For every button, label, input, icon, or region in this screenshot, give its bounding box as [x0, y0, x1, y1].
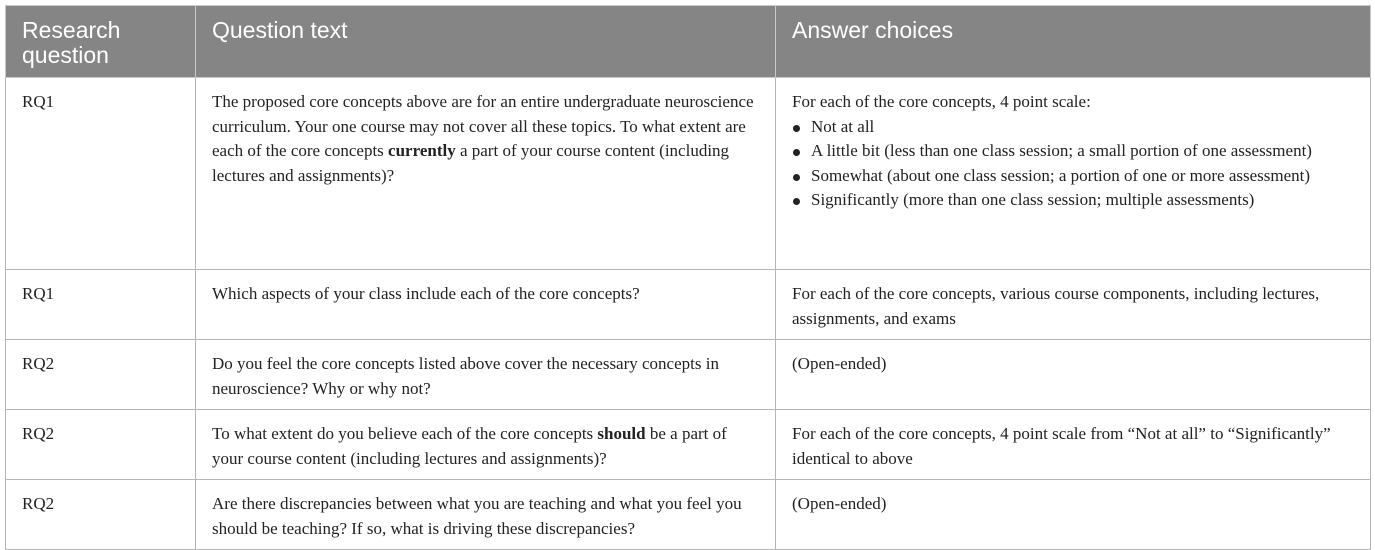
question-emphasis: currently: [388, 141, 456, 160]
answer-choices-cell: [776, 78, 1371, 270]
table-row: [6, 270, 1371, 340]
answer-scale-item: A little bit (less than one class session; a small portion of one assessment): [792, 139, 1354, 164]
table-body: [6, 78, 1371, 550]
answer-scale-item: Somewhat (about one class session; a portion of one or more assessment): [792, 164, 1354, 189]
question-text-cell: Do you feel the core concepts listed above cover the necessary concepts in neuroscience? Why or why not?: [196, 340, 776, 410]
survey-questions-table: [5, 5, 1371, 550]
question-text-cell: [196, 78, 776, 270]
header-research-question: Research question: [6, 6, 196, 78]
question-text-part: a part of your course content (including lectures and assignments)?: [212, 141, 730, 185]
table-header: [6, 6, 1371, 78]
header-question-text: Question text: [196, 6, 776, 78]
table-row: [6, 78, 1371, 270]
answer-choices-cell: For each of the core concepts, various course components, including lectures, assignments, and exams: [776, 270, 1371, 340]
answer-scale-item: Not at all: [792, 115, 1354, 140]
header-answer-choices: Answer choices: [776, 6, 1371, 78]
answer-scale-item: Significantly (more than one class session; multiple assessments): [792, 188, 1354, 213]
question-emphasis: should: [597, 424, 646, 443]
research-question-cell: RQ1: [6, 270, 196, 340]
answer-scale-list: [792, 115, 1354, 213]
question-text-cell: Which aspects of your class include each of the core concepts?: [196, 270, 776, 340]
research-question-cell: RQ1: [6, 78, 196, 270]
table-row: [6, 340, 1371, 410]
question-text-part: The proposed core concepts above are for an entire undergraduate neuroscience curriculum. Your one course may not cover all these topics. To what extent are each of the core concepts: [212, 92, 754, 160]
answer-choices-cell: For each of the core concepts, 4 point scale from “Not at all” to “Significantly” identical to above: [776, 410, 1371, 480]
survey-table-container: [5, 5, 1370, 550]
question-text-cell: Are there discrepancies between what you are teaching and what you feel you should be teaching? If so, what is driving these discrepancies?: [196, 480, 776, 550]
question-text-part: be a part of your course content (including lectures and assignments)?: [212, 424, 727, 468]
research-question-cell: RQ2: [6, 410, 196, 480]
research-question-cell: RQ2: [6, 480, 196, 550]
answer-choices-cell: (Open-ended): [776, 480, 1371, 550]
question-text-part: To what extent do you believe each of the core concepts: [212, 424, 598, 443]
answer-intro: For each of the core concepts, 4 point scale:: [792, 92, 1091, 111]
table-row: [6, 410, 1371, 480]
table-row: [6, 480, 1371, 550]
research-question-cell: RQ2: [6, 340, 196, 410]
answer-choices-cell: (Open-ended): [776, 340, 1371, 410]
header-row: [6, 6, 1371, 78]
question-text-cell: [196, 410, 776, 480]
